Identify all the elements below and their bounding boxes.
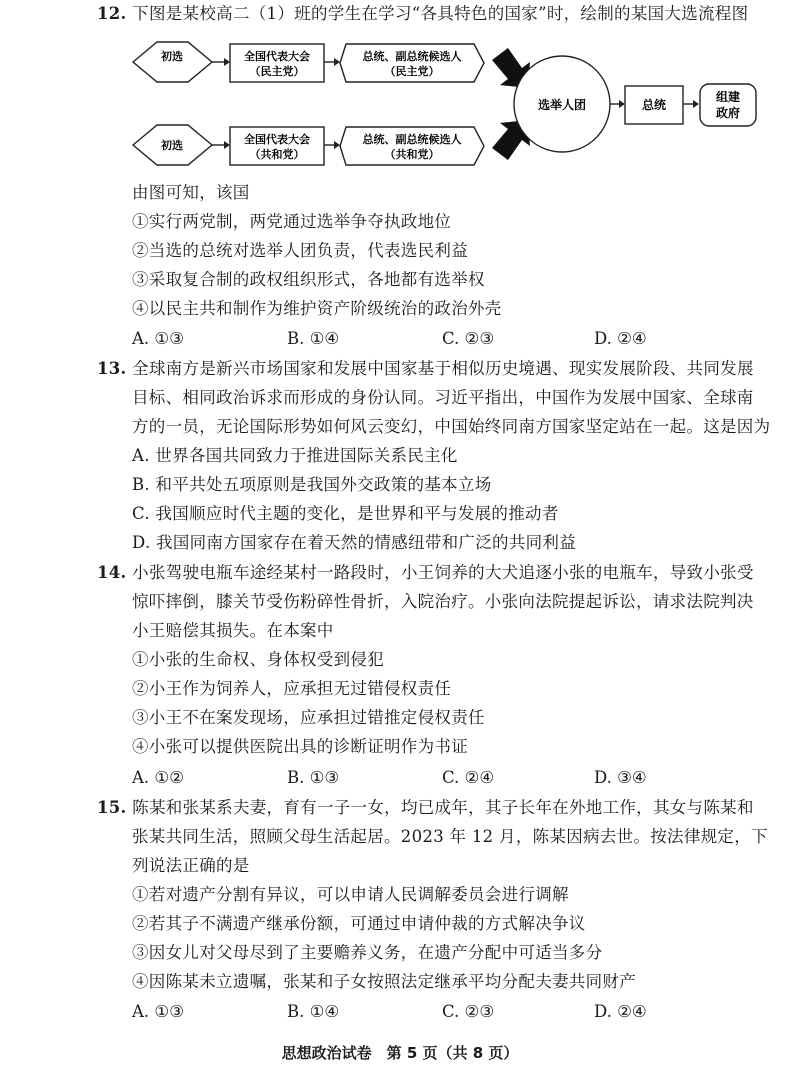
q15-option-c[interactable]: C. ②③ [442,1002,495,1021]
q15-statement-1: ①若对遗产分割有异议，可以申请人民调解委员会进行调解 [132,885,569,904]
q12-stem [97,3,748,25]
q15-statement-4: ④因陈某未立遗嘱，张某和子女按照法定继承平均分配夫妻共同财产 [132,972,636,991]
q14-option-c[interactable]: C. ②④ [442,768,495,787]
q13-option-a[interactable]: A. 世界各国共同致力于推进国际关系民主化 [132,446,458,465]
q14-text-1: 小张驾驶电瓶车途经某村一路段时，小王饲养的大犬追逐小张的电瓶车，导致小张受 [132,563,754,582]
q15-option-b[interactable]: B. ①④ [287,1002,340,1021]
nominee-label-dem-2: （民主党） [384,65,440,78]
q13-text-1: 全球南方是新兴市场国家和发展中国家基于相似历史境遇、现实发展阶段、共同发展 [132,359,754,378]
q13-option-b[interactable]: B. 和平共处五项原则是我国外交政策的基本立场 [132,475,492,494]
convention-label-rep-2: （共和党） [249,148,305,161]
q14-statement-4: ④小张可以提供医院出具的诊断证明作为书证 [132,737,468,756]
election-flowchart [0,38,800,218]
primary-label-bottom: 初选 [161,139,183,152]
q14-statement-2: ②小王作为饲养人，应承担无过错侵权责任 [132,679,452,698]
q15-option-d[interactable]: D. ②④ [594,1002,647,1021]
q14-statement-1: ①小张的生命权、身体权受到侵犯 [132,650,384,669]
nominee-label-rep-1: 总统、副总统候选人 [362,133,462,146]
q14-number: 14. [97,563,127,582]
q14-line-1 [97,562,754,584]
primary-label-top-1: 初选 [161,50,183,63]
q15-statement-2: ②若其子不满遗产继承份额，可通过申请仲裁的方式解决争议 [132,914,586,933]
q12-number: 12. [97,4,127,23]
electoral-college-label: 选举人团 [537,98,587,112]
page-footer: 思想政治试卷 第 5 页（共 8 页） [281,1044,519,1062]
q15-option-a[interactable]: A. ①③ [132,1002,184,1021]
q14-line-3: 小王赔偿其损失。在本案中 [132,621,334,640]
q13-line-1 [97,358,754,380]
form-government-label-1: 组建 [715,90,741,104]
q12-lead: 由图可知，该国 [132,183,250,202]
q15-line-3: 列说法正确的是 [132,856,250,875]
president-label: 总统 [641,98,667,112]
convention-label-rep-1: 全国代表大会 [244,133,310,146]
convention-label-dem-1: 全国代表大会 [244,50,310,63]
q12-option-b[interactable]: B. ①④ [287,329,340,348]
q15-text-1: 陈某和张某系夫妻，育有一子一女，均已成年，其子长年在外地工作，其女与陈某和 [132,798,754,817]
q12-option-d[interactable]: D. ②④ [594,329,647,348]
q12-statement-4: ④以民主共和制作为维护资产阶级统治的政治外壳 [132,299,502,318]
form-government-label-2: 政府 [715,106,741,120]
q13-line-3: 方的一员，无论国际形势如何风云变幻，中国始终同南方国家坚定站在一起。这是因为 [132,417,771,436]
q12-option-a[interactable]: A. ①③ [132,329,184,348]
q14-line-2: 惊吓摔倒，膝关节受伤粉碎性骨折，入院治疗。小张向法院提起诉讼，请求法院判决 [132,592,754,611]
q13-line-2: 目标、相同政治诉求而形成的身份认同。习近平指出，中国作为发展中国家、全球南 [132,388,754,407]
q12-statement-2: ②当选的总统对选举人团负责，代表选民利益 [132,241,468,260]
q14-option-d[interactable]: D. ③④ [594,768,647,787]
nominee-label-dem-1: 总统、副总统候选人 [362,50,462,63]
q15-line-2: 张某共同生活，照顾父母生活起居。2023 年 12 月，陈某因病去世。按法律规定，下 [132,827,768,846]
q12-stem-text: 下图是某校高二（1）班的学生在学习“各具特色的国家”时，绘制的某国大选流程图 [132,4,749,23]
q15-line-1 [97,797,754,819]
q15-statement-3: ③因女儿对父母尽到了主要赡养义务，在遗产分配中可适当多分 [132,943,603,962]
q13-option-c[interactable]: C. 我国顺应时代主题的变化，是世界和平与发展的推动者 [132,504,559,523]
convention-label-dem-2: （民主党） [249,65,305,78]
q14-statement-3: ③小王不在案发现场，应承担过错推定侵权责任 [132,708,485,727]
q12-statement-1: ①实行两党制，两党通过选举争夺执政地位 [132,212,452,231]
q12-statement-3: ③采取复合制的政权组织形式，各地都有选举权 [132,270,485,289]
q15-number: 15. [97,798,127,817]
q13-option-d[interactable]: D. 我国同南方国家存在着天然的情感纽带和广泛的共同利益 [132,533,577,552]
q14-option-b[interactable]: B. ①③ [287,768,340,787]
q14-option-a[interactable]: A. ①② [132,768,184,787]
q12-option-c[interactable]: C. ②③ [442,329,495,348]
q13-number: 13. [97,359,127,378]
nominee-label-rep-2: （共和党） [384,148,440,161]
